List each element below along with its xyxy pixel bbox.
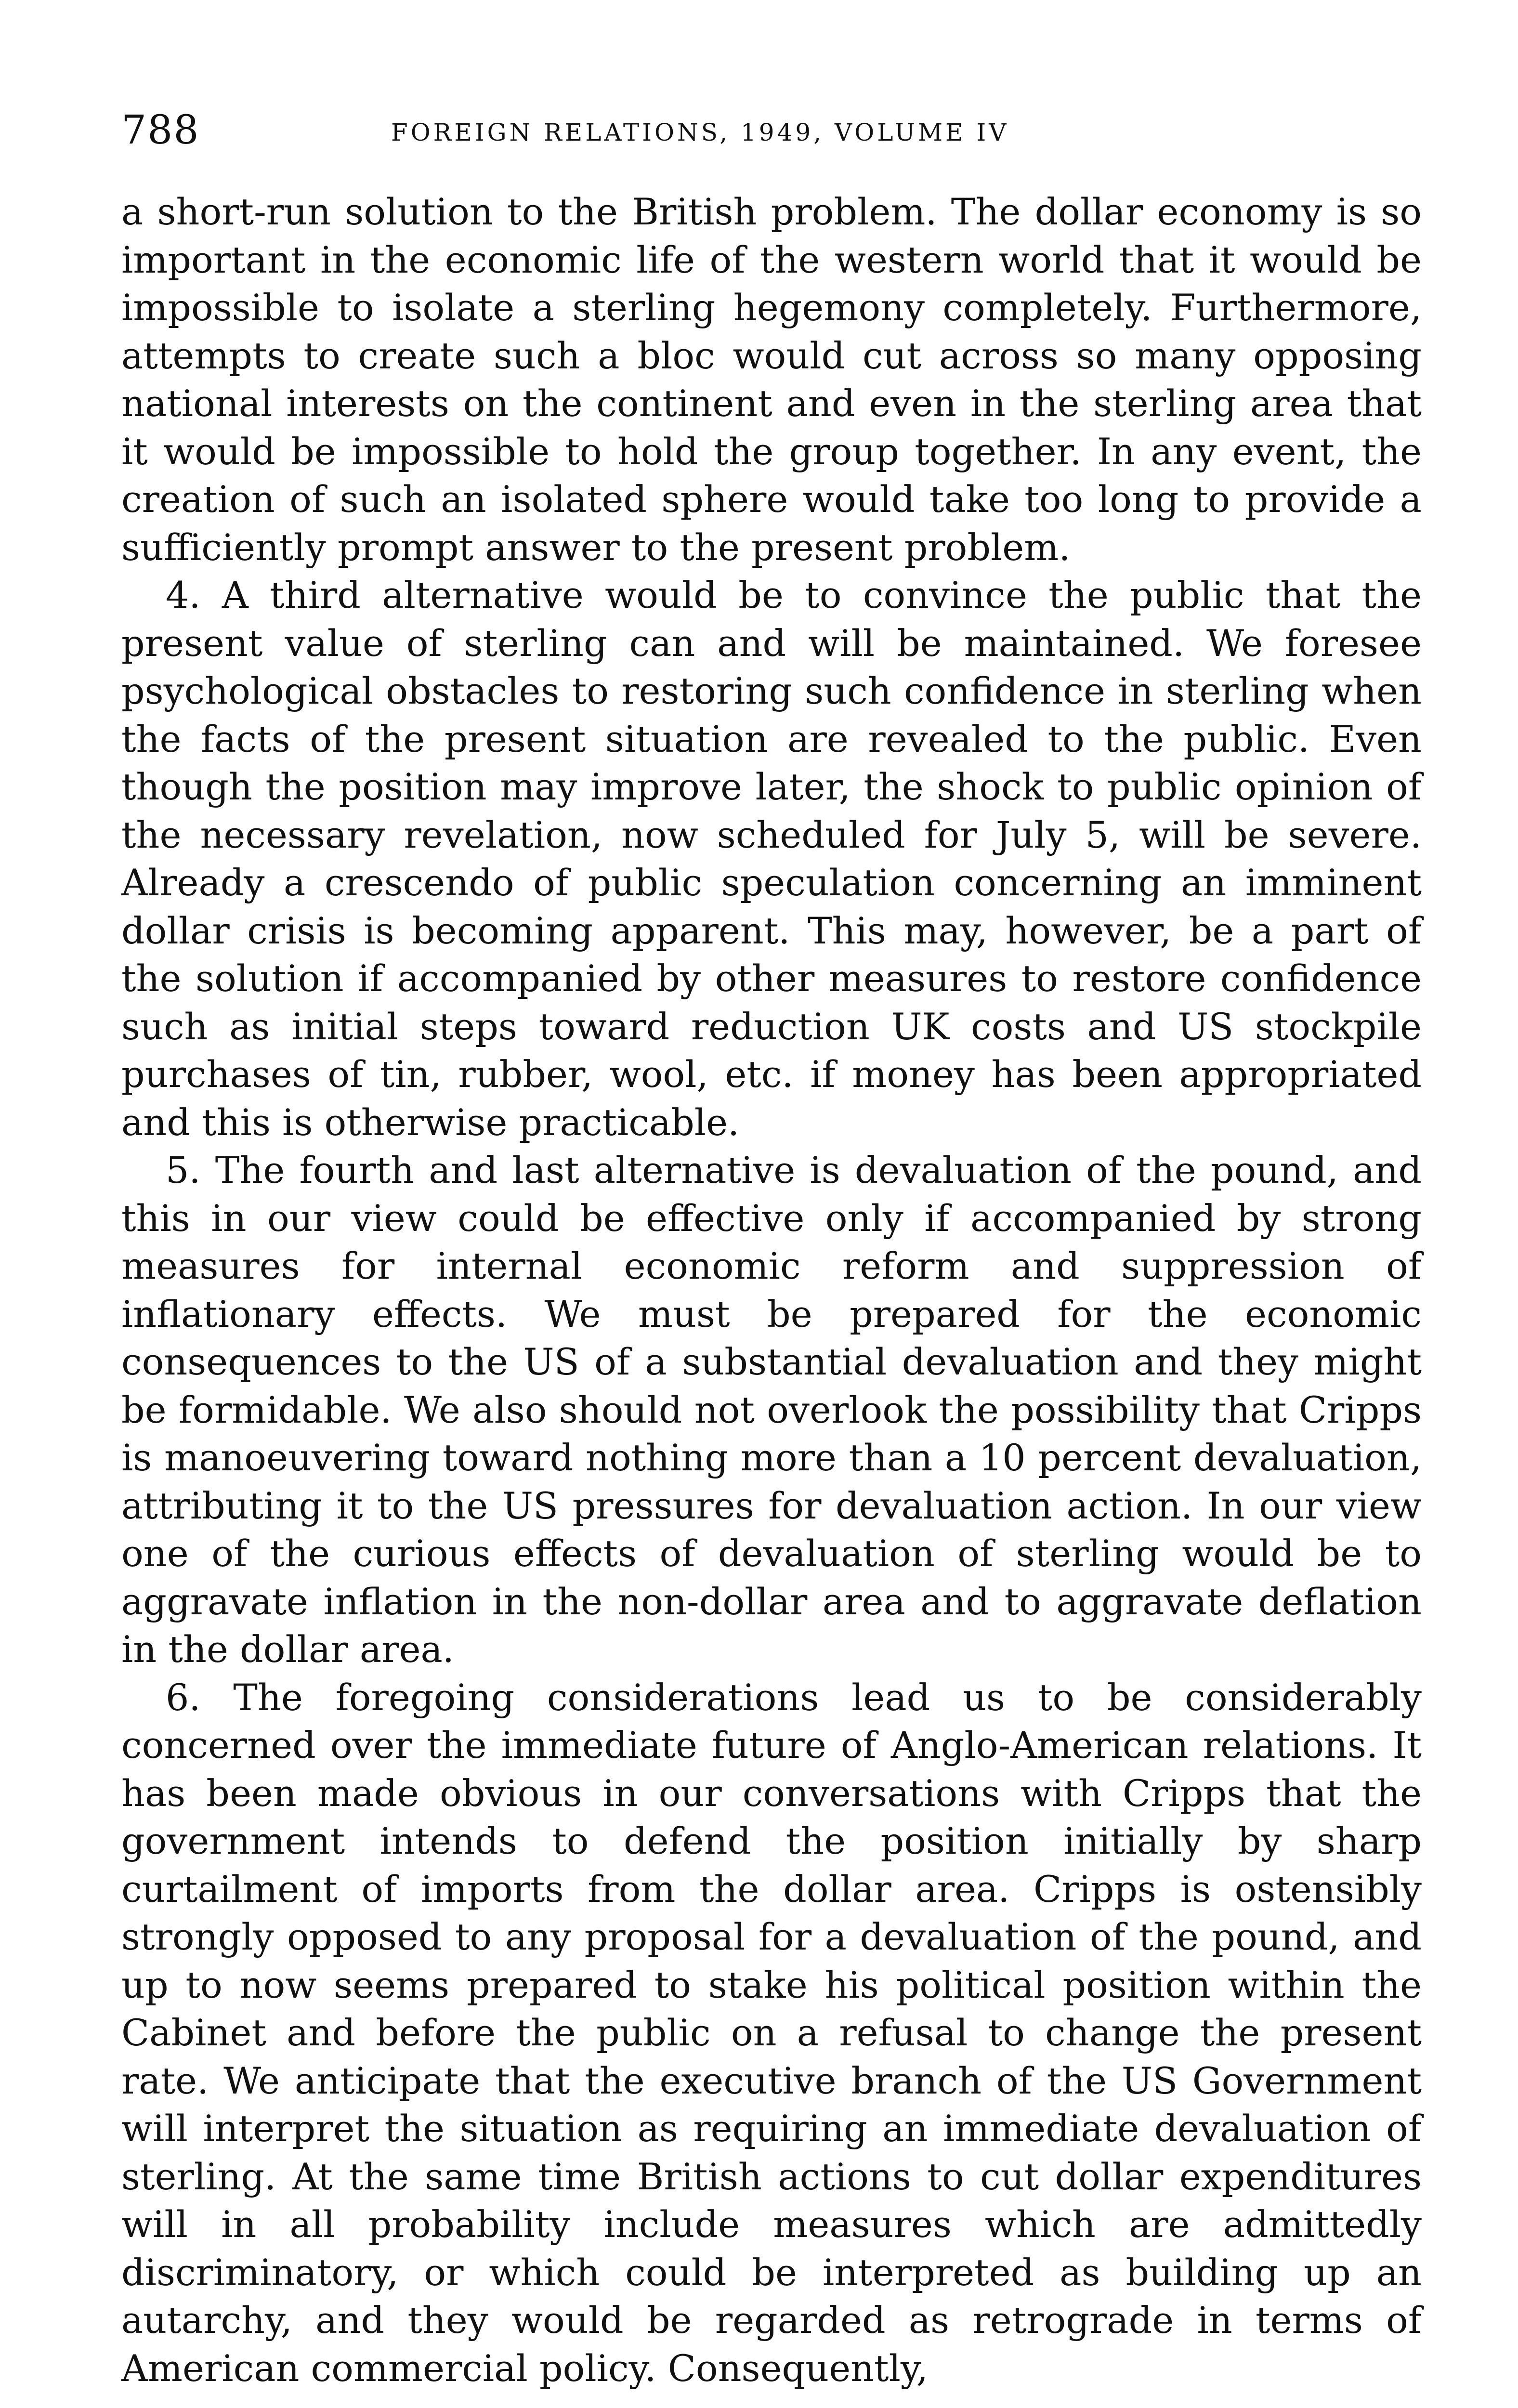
paragraph-4: 4. A third alternative would be to convince the public that the present value of sterling can and will be maintained. We foresee psychological obstacles to restoring such confidence in sterling when the facts of the present situation are revealed to the public. Even though the position may improve later, the shock to public opinion of the necessary revelation, now scheduled for July 5, will be severe. Already a crescendo of public speculation concerning an imminent dollar crisis is becoming apparent. This may, however, be a part of the solution if accompanied by other measures to restore confidence such as initial steps toward reduction UK costs and US stockpile purchases of tin, rubber, wool, etc. if money has been appropriated and this is otherwise practicable.	[121, 574, 1422, 1144]
page-number: 788	[121, 107, 200, 153]
paragraph-6: 6. The foregoing considerations lead us to be considerably concerned over the immediate future of Anglo-American relations. It has been made obvious in our conversations with Cripps that the government intends to defend the position initially by sharp curtailment of imports from the dollar area. Cripps is ostensibly strongly opposed to any proposal for a devaluation of the pound, and up to now seems prepared to stake his political position within the Cabinet and before the public on a refusal to change the present rate. We anticipate that the executive branch of the US Government will interpret the situation as requiring an immediate devaluation of sterling. At the same time British actions to cut dollar expenditures will in all probability include measures which are admittedly discriminatory, or which could be interpreted as building up an autarchy, and they would be regarded as retrograde in terms of American commercial policy. Consequently,	[121, 1675, 1422, 2390]
paragraph-5: 5. The fourth and last alternative is devaluation of the pound, and this in our view could be effective only if accompanied by strong measures for internal economic reform and suppression of inflationary effects. We must be prepared for the economic consequences to the US of a substantial devaluation and they might be formidable. We also should not overlook the possibility that Cripps is manoeuvering toward nothing more than a 10 percent devaluation, attributing it to the US pressures for devaluation action. In our view one of the curious effects of devaluation of sterling would be to aggravate inflation in the non-dollar area and to aggravate deflation in the dollar area.	[121, 1149, 1422, 1671]
paragraph-continued: a short-run solution to the British problem. The dollar economy is so important in the economic life of the western world that it would be impossible to isolate a sterling hegemony completely. Furthermore, attempts to create such a bloc would cut across so many opposing national interests on the continent and even in the sterling area that it would be impossible to hold the group together. In any event, the creation of such an isolated sphere would take too long to provide a sufficiently prompt answer to the present problem.	[121, 190, 1422, 569]
running-head: FOREIGN RELATIONS, 1949, VOLUME IV	[391, 118, 1009, 146]
body-text	[121, 188, 1422, 2392]
page-header	[121, 107, 1422, 169]
